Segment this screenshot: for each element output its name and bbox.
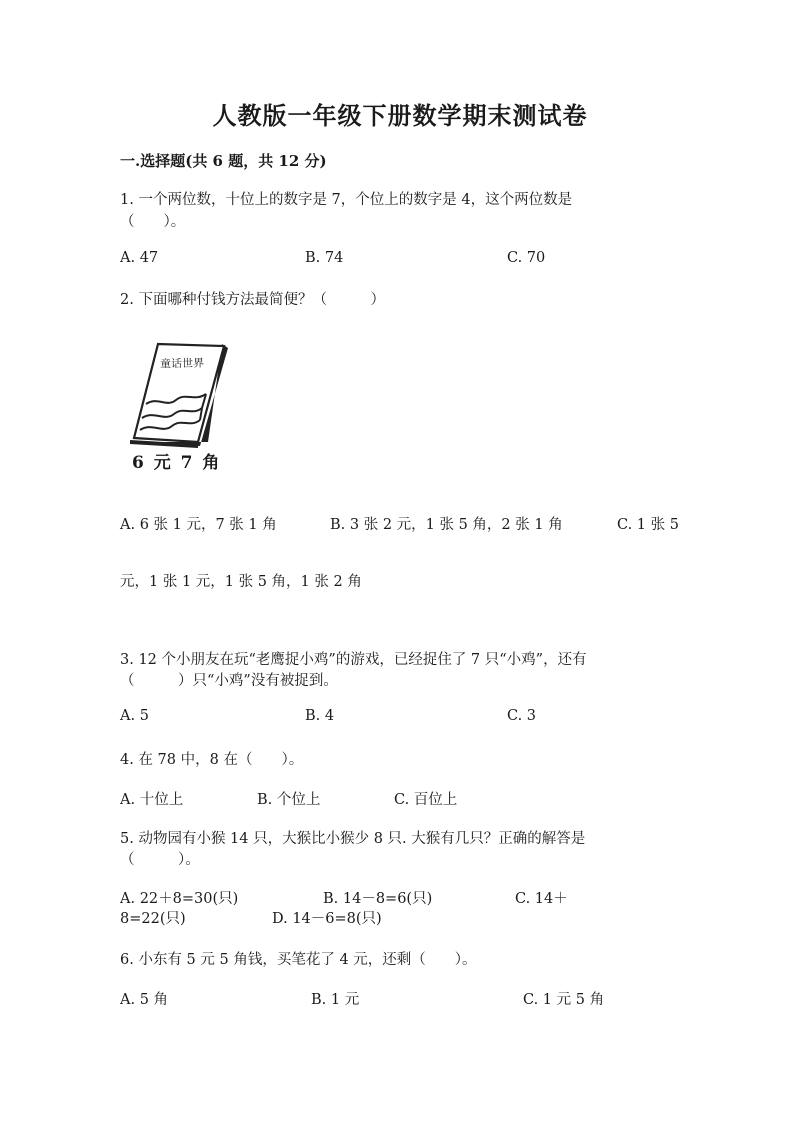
question-4-option-a: A. 十位上 — [120, 792, 184, 808]
page-title: 人教版一年级下册数学期末测试卷 — [212, 101, 588, 130]
question-3-text: 3. 12 个小朋友在玩“老鹰捉小鸡”的游戏，已经捉住了 7 只“小鸡”，还有 — [120, 652, 587, 668]
question-2-option-c: C. 1 张 5 — [617, 517, 679, 533]
question-1-option-b: B. 74 — [305, 250, 344, 266]
question-2-text: 2. 下面哪种付钱方法最简便？（ ） — [120, 292, 385, 308]
question-3-blank: （ ）只“小鸡”没有被捉到。 — [120, 673, 338, 689]
question-1-text: 1. 一个两位数，十位上的数字是 7，个位上的数字是 4，这个两位数是 — [120, 192, 573, 208]
question-1-option-c: C. 70 — [507, 250, 546, 266]
question-1-option-a: A. 47 — [120, 250, 159, 266]
question-3-option-b: B. 4 — [305, 708, 335, 724]
question-6-option-a: A. 5 角 — [120, 992, 169, 1008]
question-2-option-b: B. 3 张 2 元，1 张 5 角，2 张 1 角 — [330, 517, 563, 533]
question-2-option-c-continued: 元，1 张 1 元，1 张 5 角，1 张 2 角 — [120, 574, 362, 590]
question-1-blank: （ ）。 — [120, 214, 186, 230]
question-6-text: 6. 小东有 5 元 5 角钱，买笔花了 4 元，还剩（ ）。 — [120, 952, 477, 968]
book-title-label: 童话世界 — [159, 356, 205, 371]
question-6-option-c: C. 1 元 5 角 — [523, 992, 605, 1008]
question-4-option-b: B. 个位上 — [257, 792, 321, 808]
question-5-text: 5. 动物园有小猴 14 只，大猴比小猴少 8 只. 大猴有几只？正确的解答是 — [120, 831, 586, 847]
question-5-option-c: C. 14＋ — [515, 891, 568, 907]
question-5-option-a: A. 22＋8=30(只) — [120, 891, 239, 907]
question-5-option-c-continued: 8=22(只) — [120, 911, 186, 927]
question-6-option-b: B. 1 元 — [311, 992, 360, 1008]
section-heading: 一.选择题(共 6 题，共 12 分) — [120, 152, 327, 170]
question-5-option-b: B. 14－8=6(只) — [323, 891, 433, 907]
question-2-option-a: A. 6 张 1 元，7 张 1 角 — [120, 517, 277, 533]
question-4-text: 4. 在 78 中，8 在（ ）。 — [120, 752, 304, 768]
price-label: 6 元 7 角 — [132, 453, 222, 473]
question-5-blank: （ ）。 — [120, 852, 200, 868]
question-3-option-a: A. 5 — [120, 708, 149, 724]
question-5-option-d: D. 14－6=8(只) — [272, 911, 382, 927]
question-4-option-c: C. 百位上 — [394, 792, 458, 808]
question-3-option-c: C. 3 — [507, 708, 537, 724]
